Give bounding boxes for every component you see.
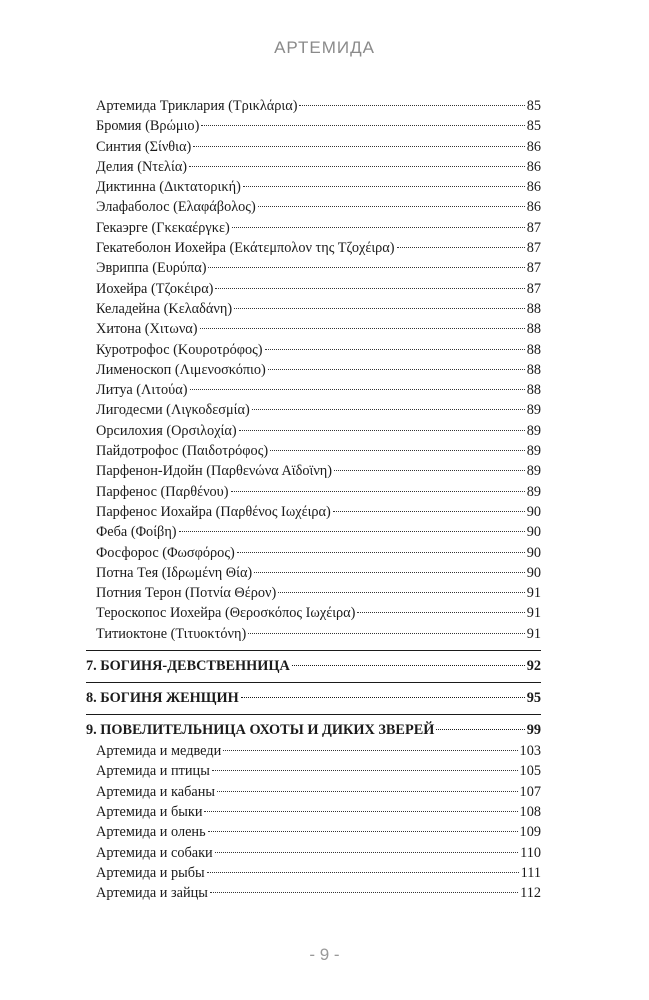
toc-entry <box>86 218 541 238</box>
toc-entry <box>86 624 541 644</box>
toc-entry-title: Артемида и птицы <box>96 763 210 780</box>
dot-leader <box>258 206 525 207</box>
dot-leader <box>179 531 525 532</box>
dot-leader <box>292 665 525 666</box>
toc-entry-title: Литуа (Λιτούα) <box>96 382 188 399</box>
toc-entry <box>86 116 541 136</box>
toc-entry <box>86 299 541 319</box>
dot-leader <box>208 267 524 268</box>
toc-entry <box>86 863 541 883</box>
dot-leader <box>270 450 525 451</box>
dot-leader <box>243 186 525 187</box>
page-number: - 9 - <box>309 945 340 964</box>
toc-entry <box>86 157 541 177</box>
toc-entry <box>86 258 541 278</box>
toc-entry <box>86 380 541 400</box>
dot-leader <box>299 105 524 106</box>
toc-entry-page: 87 <box>526 280 541 297</box>
toc-entry-page: 105 <box>519 763 541 780</box>
toc-entry-title: Потния Терон (Ποτνία Θέρον) <box>96 585 277 602</box>
dot-leader <box>210 892 518 893</box>
dot-leader <box>193 146 524 147</box>
dot-leader <box>397 247 525 248</box>
toc-chapter <box>86 683 541 715</box>
toc-entry <box>86 502 541 522</box>
dot-leader <box>189 166 525 167</box>
toc-entry-title: Титиоктоне (Τιτυοκτόνη) <box>96 625 247 642</box>
toc-entry-title: Лименоскоп (Λιμενοσκόπιο) <box>96 361 266 378</box>
toc-entry-page: 90 <box>526 564 541 581</box>
toc-entry <box>86 340 541 360</box>
toc-entry-page: 85 <box>526 118 541 135</box>
toc-entry-title: Синтия (Σίνθια) <box>96 138 192 155</box>
toc-entry-page: 91 <box>526 585 541 602</box>
toc-entry <box>86 319 541 339</box>
dot-leader <box>232 227 525 228</box>
toc-entry-page: 88 <box>526 341 541 358</box>
toc-entry-page: 90 <box>526 544 541 561</box>
toc-entry <box>86 583 541 603</box>
dot-leader <box>215 852 518 853</box>
dot-leader <box>231 491 525 492</box>
toc-entry-page: 89 <box>526 443 541 460</box>
toc-entry-title: Парфенос (Παρθένου) <box>96 483 229 500</box>
toc-entry-page: 109 <box>519 824 541 841</box>
toc-entry-page: 86 <box>526 179 541 196</box>
dot-leader <box>278 592 524 593</box>
toc-entry-title: Феба (Φοίβη) <box>96 524 177 541</box>
toc-entry <box>86 197 541 217</box>
toc-entry-title: Пайдотрофос (Παιδοτρόφος) <box>96 443 269 460</box>
toc-entry <box>86 137 541 157</box>
dot-leader <box>248 633 524 634</box>
dot-leader <box>200 328 525 329</box>
toc-entry-title: Артемида и быки <box>96 803 203 820</box>
dot-leader <box>212 770 518 771</box>
toc-entry-page: 108 <box>519 803 541 820</box>
toc-entry <box>86 400 541 420</box>
toc-entry-title: Орсилохия (Ορσιλοχία) <box>96 422 237 439</box>
toc-entry-title: Иохейра (Τζοκέιρα) <box>96 280 214 297</box>
toc-entry-title: Лигодесми (Λιγκοδεσμία) <box>96 402 250 419</box>
toc-entry-page: 85 <box>526 98 541 114</box>
toc-chapter-page: 95 <box>526 690 541 707</box>
toc-entry-title: Элафаболос (Ελαφάβολος) <box>96 199 256 216</box>
toc-entry-page: 87 <box>526 260 541 277</box>
toc-entry <box>86 177 541 197</box>
dot-leader <box>436 729 524 730</box>
toc-entry-page: 103 <box>519 743 541 760</box>
toc-entry-page: 88 <box>526 300 541 317</box>
toc-chapter-title: 9. ПОВЕЛИТЕЛЬНИЦА ОХОТЫ И ДИКИХ ЗВЕРЕЙ <box>86 722 435 739</box>
toc-entry-page: 88 <box>526 321 541 338</box>
toc-section-animals <box>86 741 541 903</box>
dot-leader <box>217 791 518 792</box>
toc-entry <box>86 802 541 822</box>
toc-entry <box>86 96 541 116</box>
toc-entry <box>86 238 541 258</box>
toc-entry <box>86 482 541 502</box>
toc-entry-title: Потна Тея (Ιδρωμένη Θία) <box>96 564 253 581</box>
toc-entry-page: 87 <box>526 240 541 257</box>
toc-entry <box>86 279 541 299</box>
toc-chapter-title: 7. БОГИНЯ-ДЕВСТВЕННИЦА <box>86 658 290 675</box>
dot-leader <box>357 612 524 613</box>
dot-leader <box>254 572 525 573</box>
toc-entry <box>86 563 541 583</box>
toc-entry-title: Куротрофос (Κουροτρόφος) <box>96 341 263 358</box>
toc-entry-page: 89 <box>526 483 541 500</box>
toc-entry-title: Парфенон-Идойн (Παρθενώνα Αϊδοϊνη) <box>96 463 333 480</box>
toc-entry <box>86 761 541 781</box>
dot-leader <box>223 750 517 751</box>
toc-entry-page: 88 <box>526 361 541 378</box>
toc-entry <box>86 843 541 863</box>
toc-entry <box>86 822 541 842</box>
toc-entry-title: Парфенос Иохайра (Παρθένος Ιωχέιρα) <box>96 503 331 520</box>
dot-leader <box>190 389 525 390</box>
toc-entry <box>86 741 541 761</box>
dot-leader <box>201 125 524 126</box>
toc-entry-title: Артемида и олень <box>96 824 206 841</box>
toc-entry <box>86 421 541 441</box>
toc-entry-title: Тероскопос Иохейра (Θεροσκόπος Ιωχέιρα) <box>96 605 356 622</box>
toc-entry <box>86 603 541 623</box>
toc-entry <box>86 782 541 802</box>
toc-entry-title: Артемида и медведи <box>96 743 222 760</box>
toc-entry-title: Делия (Ντελία) <box>96 158 188 175</box>
dot-leader <box>239 430 525 431</box>
toc-entry <box>86 461 541 481</box>
toc-entry-title: Эвриппа (Ευρύπα) <box>96 260 207 277</box>
toc-entry-title: Артемида и рыбы <box>96 864 205 881</box>
toc-entry-page: 87 <box>526 219 541 236</box>
toc-entry-page: 90 <box>526 524 541 541</box>
toc-entry-title: Гекатеболон Иохейра (Εκάτεμπολον της Τζοχέιρα) <box>96 240 395 257</box>
toc-chapter <box>86 650 541 683</box>
toc-entry-title: Бромия (Βρώμιο) <box>96 118 200 135</box>
toc-entry-title: Гекаэрге (Γκεκαέργκε) <box>96 219 230 236</box>
toc-chapter-page: 92 <box>526 658 541 675</box>
toc-entry-page: 91 <box>526 625 541 642</box>
toc-entry-page: 88 <box>526 382 541 399</box>
dot-leader <box>252 409 525 410</box>
dot-leader <box>265 349 525 350</box>
toc-entry <box>86 883 541 903</box>
toc-entry-page: 110 <box>520 844 541 861</box>
toc-section-epithets <box>86 96 541 644</box>
toc-entry-page: 91 <box>526 605 541 622</box>
toc-entry-title: Артемида и зайцы <box>96 885 208 902</box>
dot-leader <box>215 288 524 289</box>
toc-entry-title: Артемида и собаки <box>96 844 213 861</box>
toc-entry-page: 89 <box>526 422 541 439</box>
dot-leader <box>207 872 519 873</box>
toc-entry-page: 111 <box>520 864 541 881</box>
toc-chapter <box>86 715 541 741</box>
table-of-contents <box>86 96 541 903</box>
toc-chapter-page: 99 <box>526 722 541 739</box>
dot-leader <box>268 369 525 370</box>
toc-chapter-title: 8. БОГИНЯ ЖЕНЩИН <box>86 690 239 707</box>
toc-entry <box>86 441 541 461</box>
toc-entry-title: Фосфорос (Φωσφόρος) <box>96 544 235 561</box>
dot-leader <box>333 511 525 512</box>
dot-leader <box>237 552 525 553</box>
toc-entry-page: 90 <box>526 503 541 520</box>
dot-leader <box>234 308 525 309</box>
toc-entry-title: Артемида и кабаны <box>96 783 215 800</box>
toc-entry <box>86 360 541 380</box>
toc-entry-title: Диктинна (Δικτατορική) <box>96 179 241 196</box>
toc-entry-title: Артемида Триклария (Τρικλάρια) <box>96 98 298 114</box>
toc-entry-page: 112 <box>520 885 541 902</box>
toc-entry <box>86 522 541 542</box>
toc-entry <box>86 543 541 563</box>
dot-leader <box>204 811 517 812</box>
dot-leader <box>334 470 525 471</box>
running-header: АРТЕМИДА <box>274 38 375 57</box>
toc-entry-page: 89 <box>526 402 541 419</box>
toc-entry-title: Хитона (Χιτωνα) <box>96 321 198 338</box>
dot-leader <box>208 831 518 832</box>
toc-entry-page: 86 <box>526 158 541 175</box>
toc-entry-page: 86 <box>526 199 541 216</box>
dot-leader <box>241 697 525 698</box>
toc-entry-page: 107 <box>519 783 541 800</box>
toc-entry-title: Келадейна (Κελαδάνη) <box>96 300 233 317</box>
toc-entry-page: 89 <box>526 463 541 480</box>
toc-entry-page: 86 <box>526 138 541 155</box>
